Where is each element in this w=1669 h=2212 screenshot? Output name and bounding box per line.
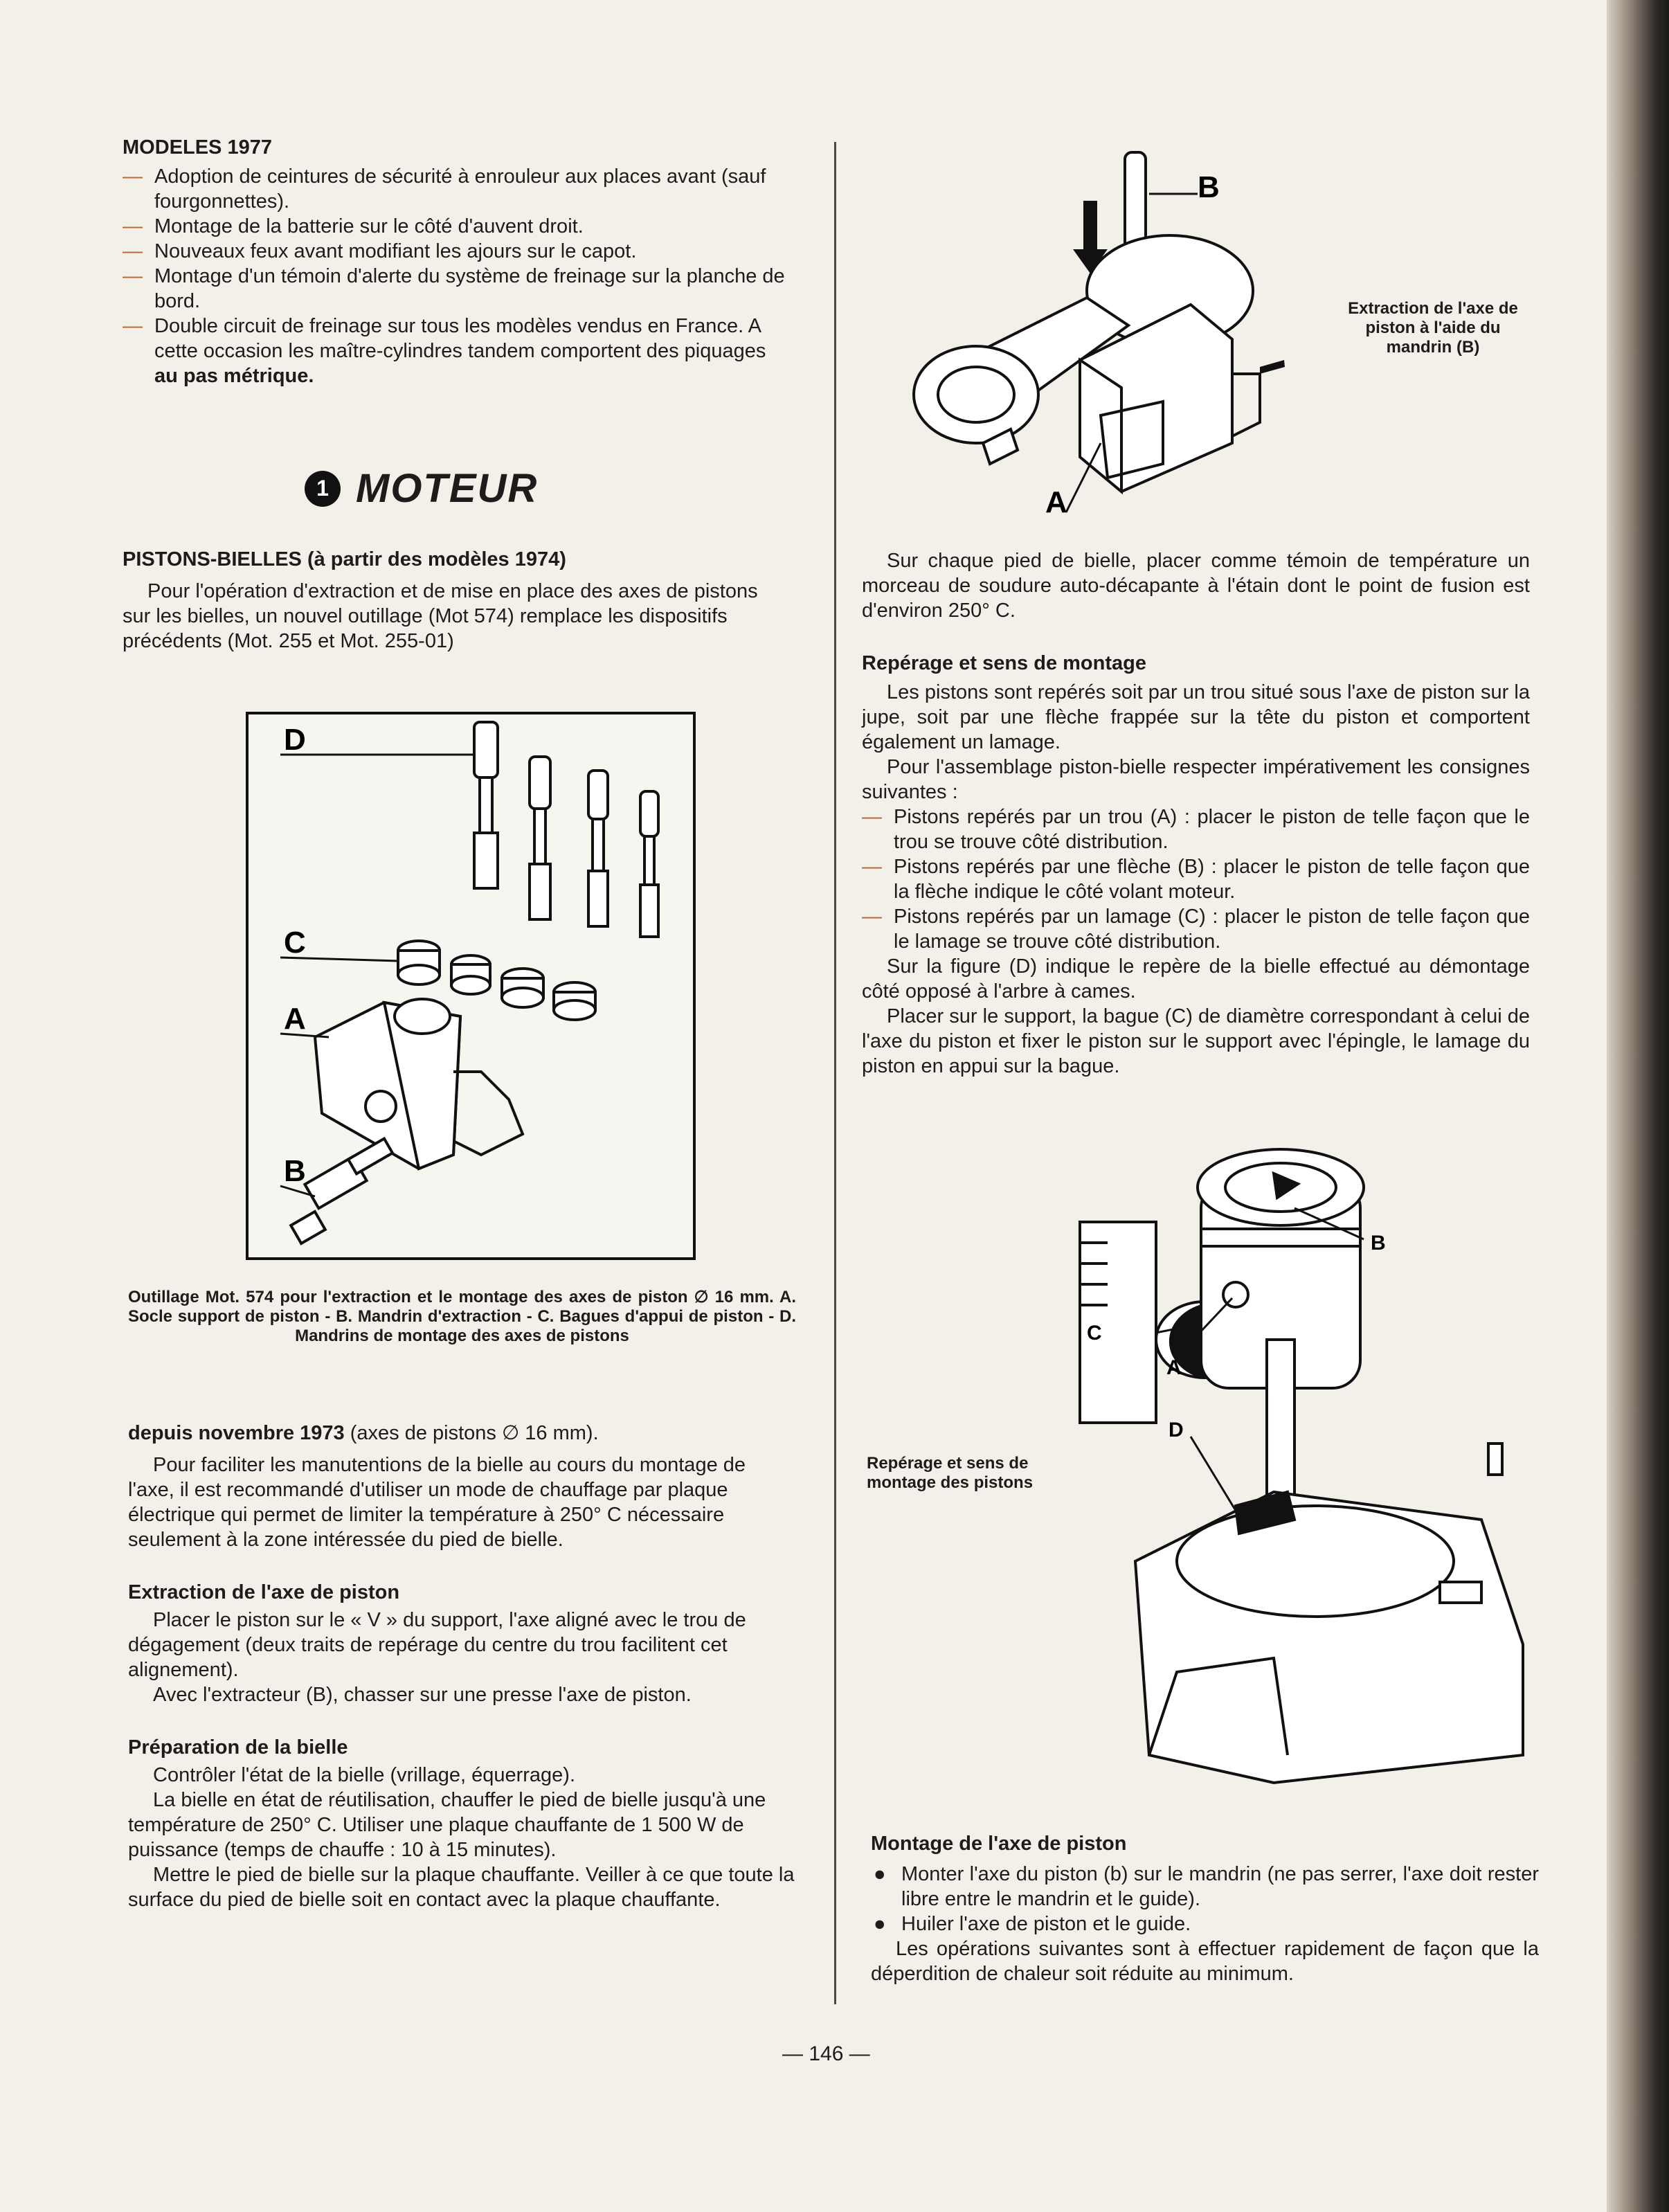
piston-figure-caption: Repérage et sens de montage des pistons: [867, 1454, 1034, 1492]
column-divider: [834, 142, 836, 2004]
label-b: B: [1198, 170, 1220, 204]
tools-figure: [246, 712, 696, 1260]
list-item: — Adoption de ceintures de sécurité à enrouleur aux places avant (sauf fourgonnettes).: [123, 165, 766, 213]
left-lower-block: [128, 1421, 796, 1912]
pistons-bielles-heading: PISTONS-BIELLES (à partir des modèles 1974): [123, 548, 566, 570]
extraction-figure-caption: Extraction de l'axe de piston à l'aide du mandrin (B): [1348, 299, 1518, 357]
label-d: D: [1169, 1419, 1184, 1441]
label-a: A: [284, 1002, 306, 1036]
reperage-heading: Repérage et sens de montage: [862, 652, 1146, 674]
label-b: B: [1371, 1232, 1386, 1255]
list-item: — Pistons repérés par un lamage (C) : placer le piston de telle façon que le lamage se trouve côté distribution.: [862, 906, 1530, 953]
piston-figure: [1066, 1132, 1544, 1797]
section-number: 1: [305, 471, 341, 507]
right-upper-block: [862, 548, 1530, 1079]
reperage-p1: Les pistons sont repérés soit par un trou situé sous l'axe de piston sur la jupe, soit par une flèche frappée sur la tête du piston et comportent également un lamage.: [862, 681, 1530, 753]
list-item: — Pistons repérés par une flèche (B) : placer le piston de telle façon que la flèche indique le côté volant moteur.: [862, 856, 1530, 903]
since-paragraph: Pour faciliter les manutentions de la bielle au cours du montage de l'axe, il est recommandé d'utiliser un mode de chauffage par plaque électrique qui permet de limiter la température à 250° C nécessaire seulement à la zone intéressée du pied de bielle.: [128, 1454, 746, 1551]
temperature-note: Sur chaque pied de bielle, placer comme témoin de température un morceau de soudure auto-décapante à l'étain dont le point de fusion est d'environ 250° C.: [862, 550, 1530, 622]
tools-figure-caption: Outillage Mot. 574 pour l'extraction et le montage des axes de piston ∅ 16 mm. A. Socle support de piston - B. Mandrin d'extraction - C. Bagues d'appui de piston - D. Mandrins de montage des axes de pistons: [128, 1288, 796, 1345]
list-item: — Montage de la batterie sur le côté d'auvent droit.: [123, 215, 584, 237]
montage-paragraph: Les opérations suivantes sont à effectuer rapidement de façon que la déperdition de chaleur soit réduite au minimum.: [871, 1938, 1539, 1985]
list-item: — Pistons repérés par un trou (A) : placer le piston de telle façon que le trou se trouve côté distribution.: [862, 806, 1530, 853]
page-edge-shadow: [1607, 0, 1669, 2212]
label-a: A: [1166, 1356, 1182, 1379]
extraction-heading: Extraction de l'axe de piston: [128, 1581, 400, 1603]
list-item: ● Huiler l'axe de piston et le guide.: [874, 1913, 1191, 1935]
label-b: B: [284, 1154, 306, 1188]
since-heading: depuis novembre 1973 (axes de pistons ∅ 16 mm).: [128, 1422, 599, 1444]
montage-heading: Montage de l'axe de piston: [871, 1833, 1127, 1855]
reperage-p4: Placer sur le support, la bague (C) de diamètre correspondant à celui de l'axe du piston et fixer le piston sur le support avec l'épingle, le lamage du piston en appui sur la bague.: [862, 1005, 1530, 1077]
preparation-heading: Préparation de la bielle: [128, 1736, 348, 1759]
preparation-p3: Mettre le pied de bielle sur la plaque chauffante. Veiller à ce que toute la surface du pied de bielle soit en contact avec la plaque chauffante.: [128, 1864, 795, 1911]
models-1977-heading: MODELES 1977: [123, 136, 272, 159]
extraction-p1: Placer le piston sur le « V » du support, l'axe aligné avec le trou de dégagement (deux traits de repérage du centre du trou facilitent cet alignement).: [128, 1609, 746, 1681]
list-item: — Nouveaux feux avant modifiant les ajours sur le capot.: [123, 240, 637, 262]
pistons-bielles-paragraph: Pour l'opération d'extraction et de mise en place des axes de pistons sur les bielles, un nouvel outillage (Mot 574) remplace les dispositifs précédents (Mot. 255 et Mot. 255-01): [123, 580, 758, 652]
list-item: — Montage d'un témoin d'alerte du système de freinage sur la planche de bord.: [123, 265, 785, 312]
preparation-p2: La bielle en état de réutilisation, chauffer le pied de bielle jusqu'à une température de 250° C. Utiliser une plaque chauffante de 1 500 W de puissance (temps de chauffe : 10 à 15 minutes).: [128, 1789, 766, 1861]
section-heading: MOTEUR: [356, 466, 539, 511]
list-item: — Double circuit de freinage sur tous les modèles vendus en France. A cette occasion les maître-cylindres tandem comportent des piquages au pas métrique.: [123, 315, 766, 387]
label-c: C: [1087, 1322, 1102, 1345]
reperage-p3: Sur la figure (D) indique le repère de la bielle effectué au démontage côté opposé à l'arbre à cames.: [862, 955, 1530, 1002]
extraction-p2: Avec l'extracteur (B), chasser sur une presse l'axe de piston.: [153, 1684, 692, 1706]
section-title: [305, 465, 538, 512]
label-c: C: [284, 926, 306, 960]
list-item: ● Monter l'axe du piston (b) sur le mandrin (ne pas serrer, l'axe doit rester libre entre le mandrin et le guide).: [874, 1863, 1539, 1910]
pistons-bielles-block: [123, 547, 787, 654]
montage-block: [871, 1831, 1539, 1986]
label-a: A: [1045, 485, 1067, 519]
reperage-p2: Pour l'assemblage piston-bielle respecter impérativement les consignes suivantes :: [862, 756, 1530, 803]
extraction-figure: [900, 138, 1301, 526]
models-1977-block: [123, 135, 787, 388]
page-number: — 146 —: [782, 2042, 870, 2065]
label-d: D: [284, 723, 306, 757]
preparation-p1: Contrôler l'état de la bielle (vrillage, équerrage).: [153, 1764, 576, 1786]
